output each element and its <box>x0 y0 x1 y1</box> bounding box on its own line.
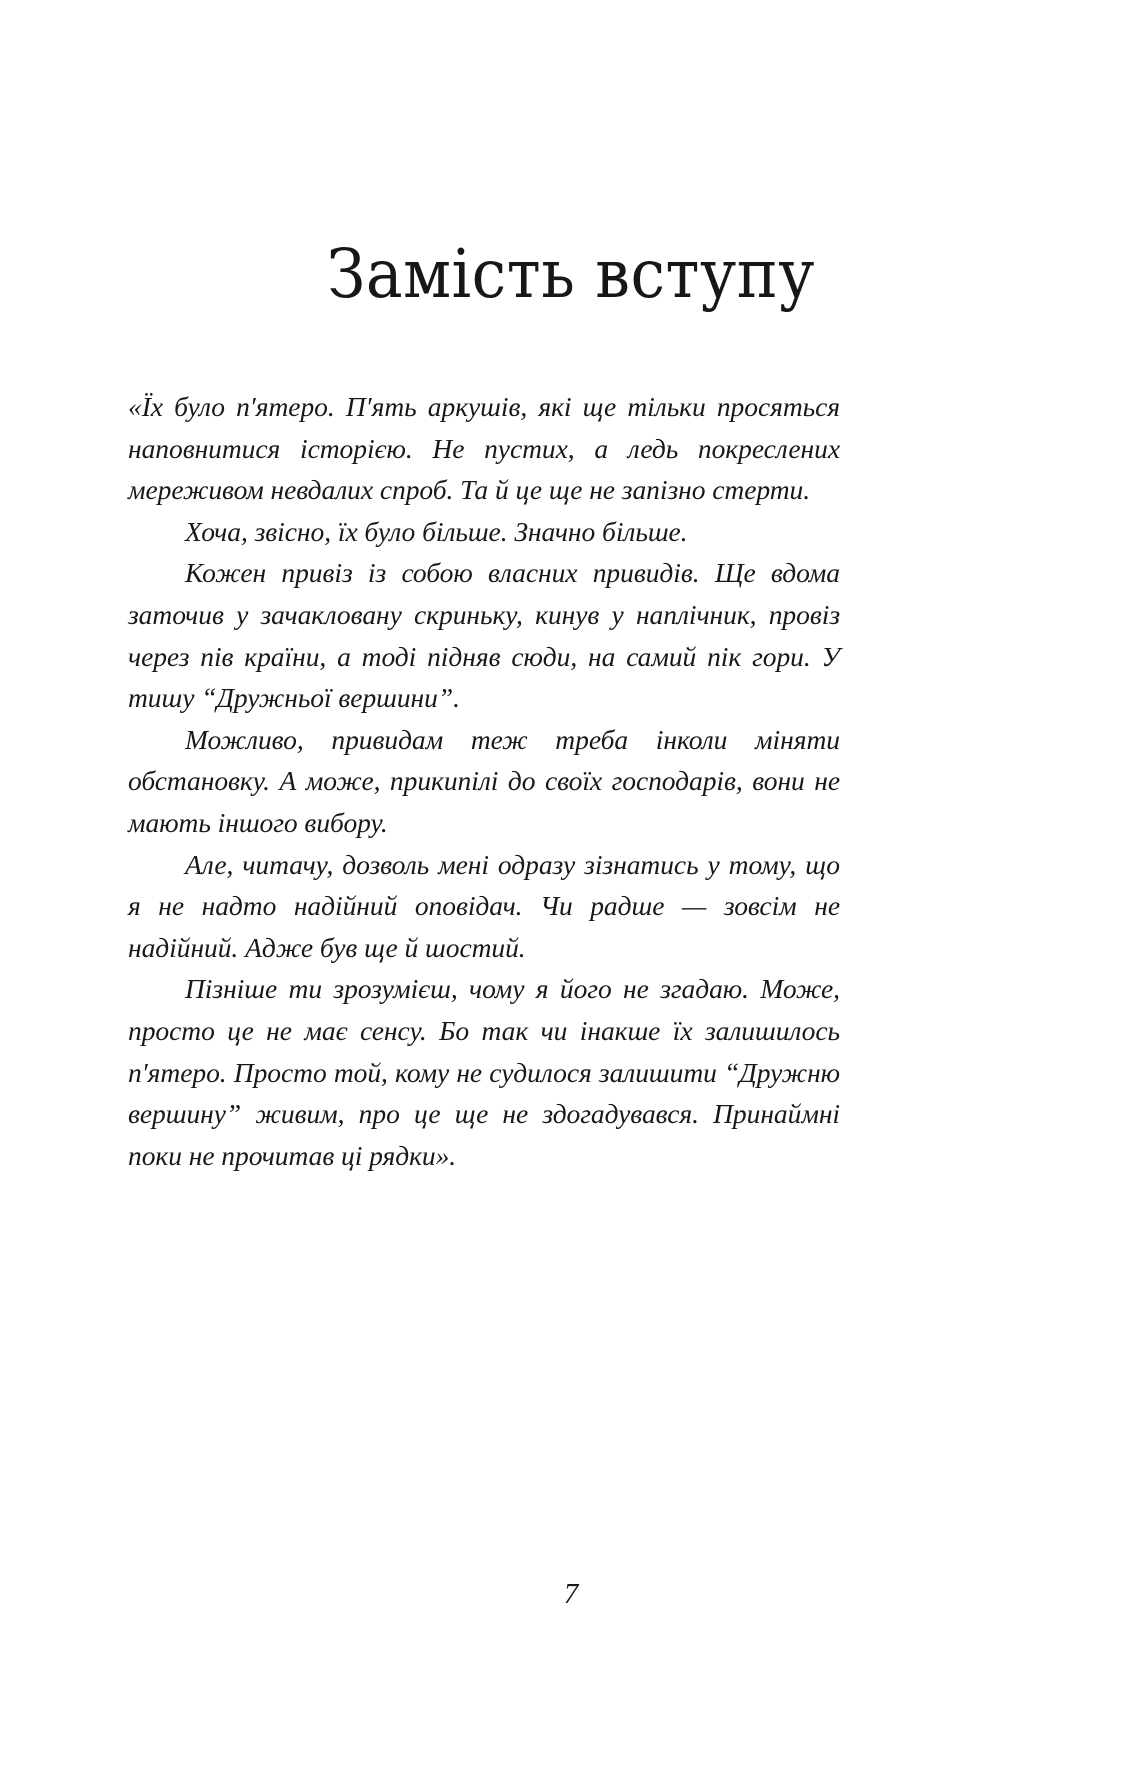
paragraph-1: «Їх було п′ятеро. П′ять аркушів, які ще тільки просяться наповнитися історією. Не пустих, а ледь покреслених мереживом невдалих спроб. Та й це ще не запізно стерти. <box>128 391 840 506</box>
paragraph-4: Можливо, привидам теж треба інколи міняти обстановку. А може, прикипілі до своїх господарів, вони не мають іншого вибору. <box>128 723 840 838</box>
paragraph-6: Пізніше ти зрозумієш, чому я його не згадаю. Може, просто це не має сенсу. Бо так чи інакше їх залишилось п′ятеро. Просто той, кому не судилося залишити “Дружню вершину” живим, про це ще не здогадувався. Принаймні поки не прочитав ці рядки». <box>128 973 840 1171</box>
body-text-column <box>128 386 840 1176</box>
page-title: Замість вступу <box>327 234 815 313</box>
paragraph-3: Кожен привіз із собою власних привидів. Ще вдома заточив у зачакловану скриньку, кинув у наплічник, провіз через пів країни, а тоді підняв сюди, на самий пік гори. У тишу “Дружньої вершини”. <box>128 557 840 714</box>
paragraph-2: Хоча, звісно, їх було більше. Значно більше. <box>185 515 688 547</box>
page-number: 7 <box>563 1578 579 1610</box>
paragraph-5: Але, читачу, дозволь мені одразу зізнатись у тому, що я не надто надійний оповідач. Чи радше — зовсім не надійний. Адже був ще й шостий. <box>128 848 840 963</box>
